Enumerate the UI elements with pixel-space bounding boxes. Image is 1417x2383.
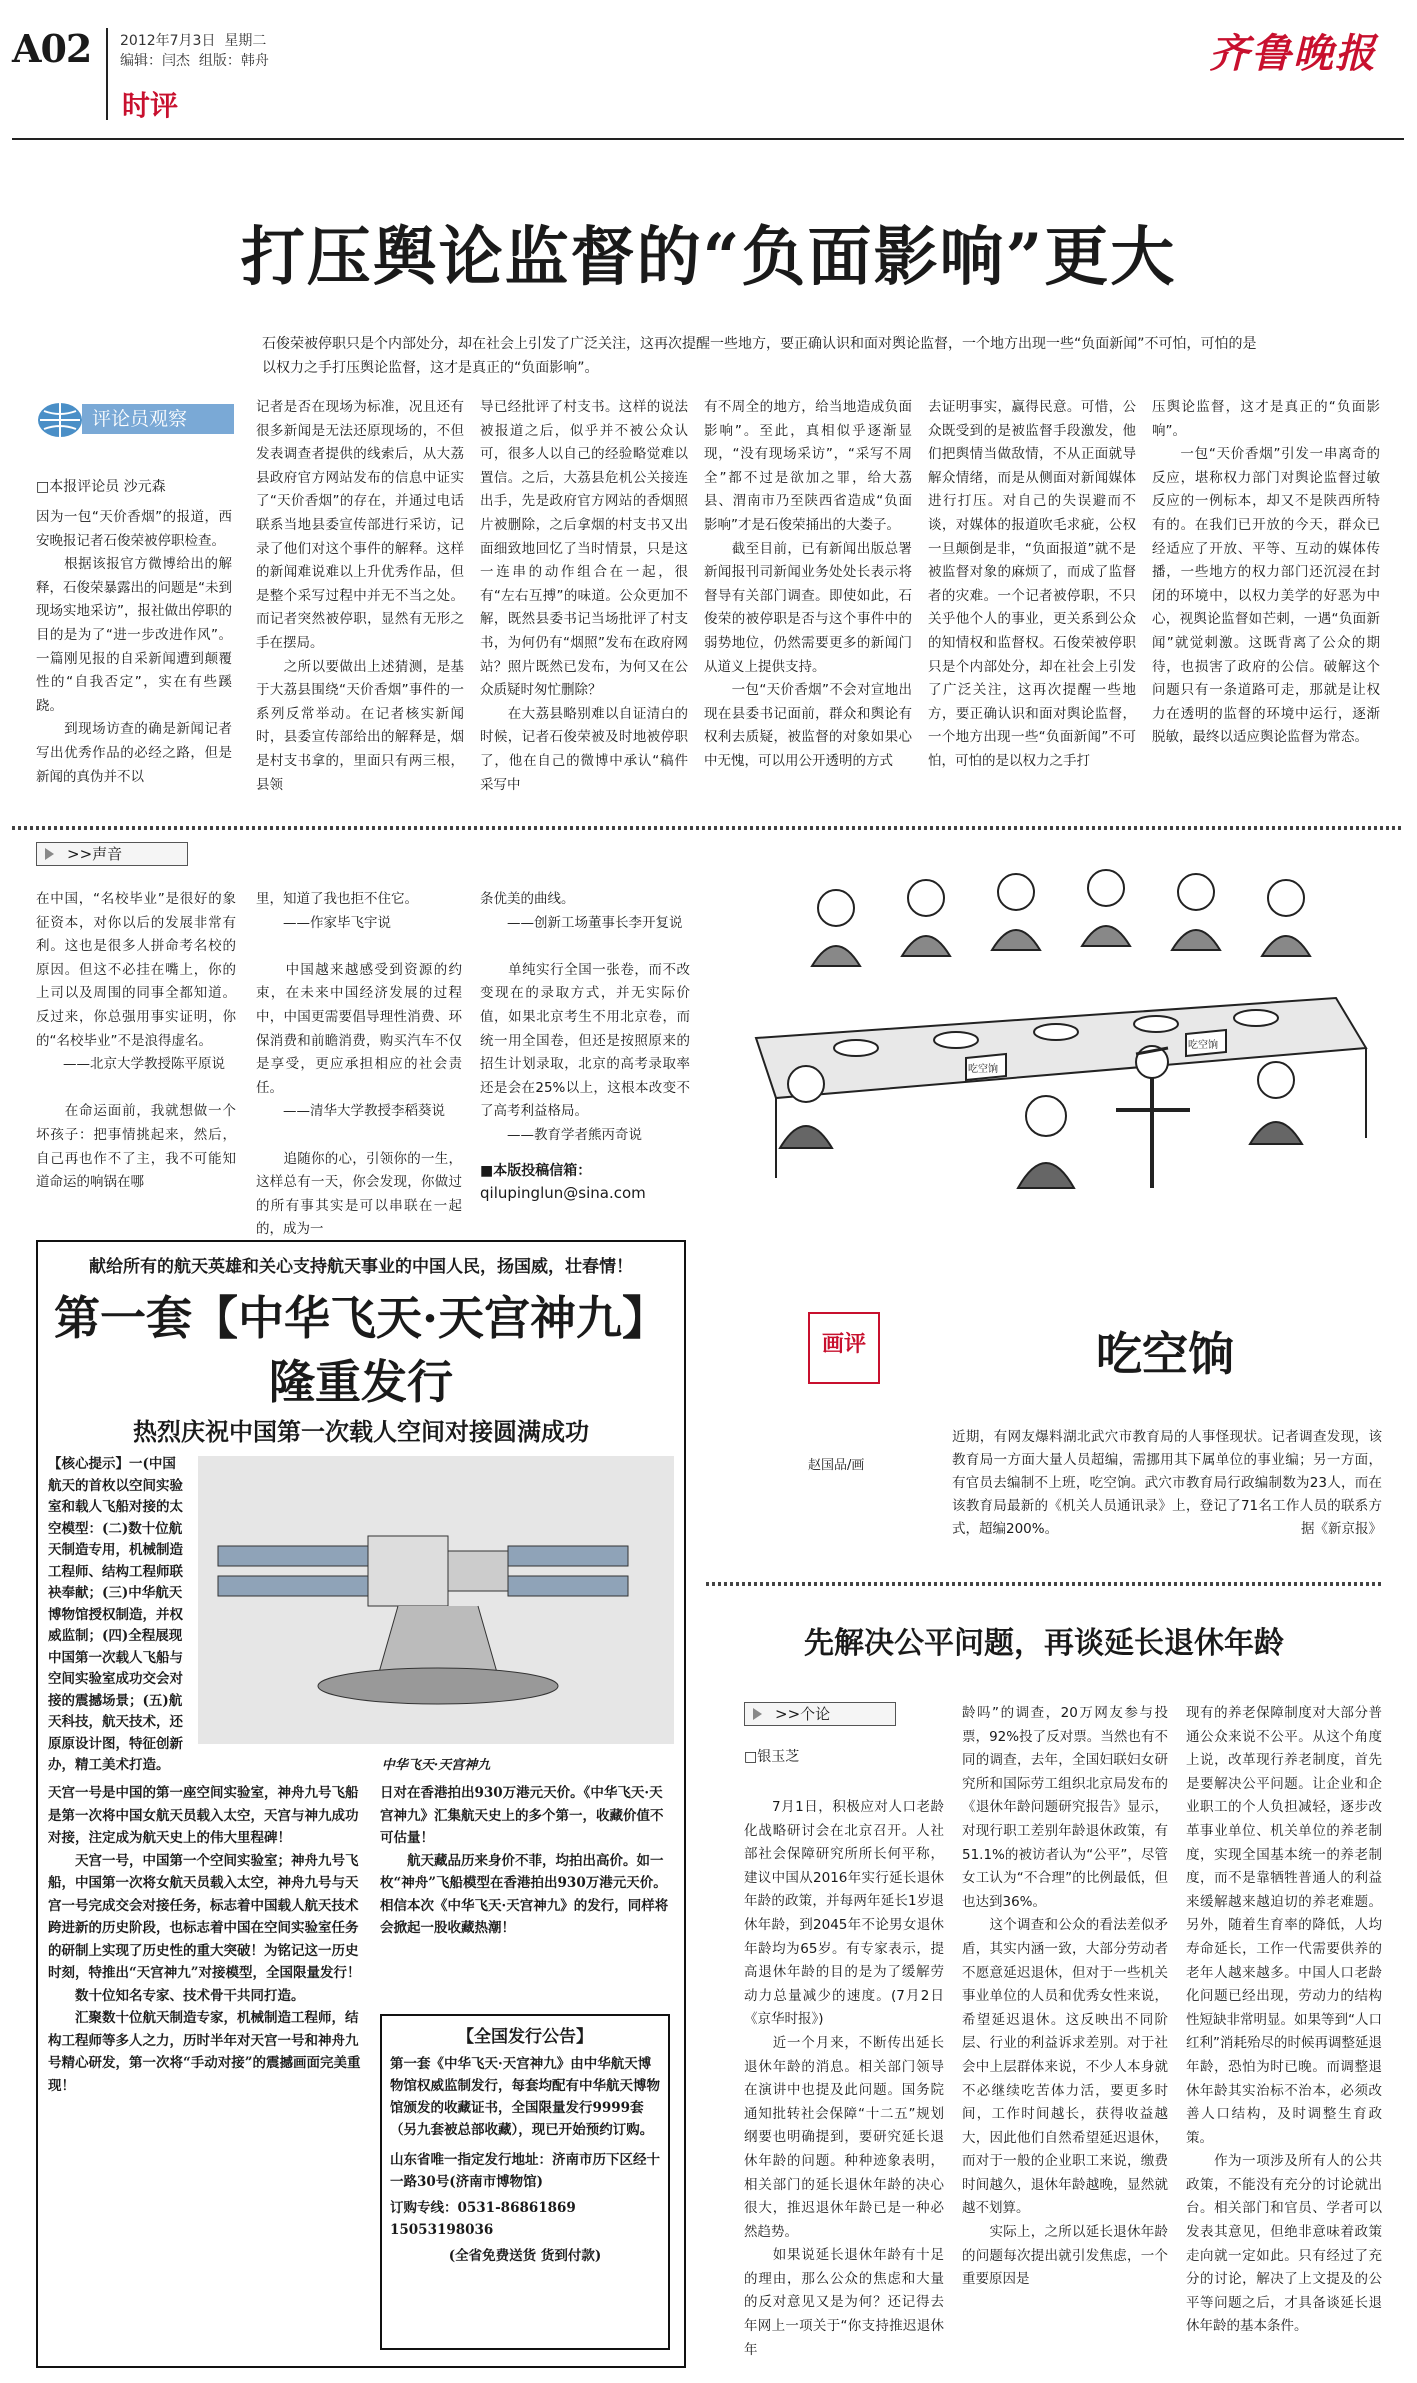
- ad-address: 山东省唯一指定发行地址：济南市历下区经十一路30号(济南市博物馆): [390, 2152, 660, 2190]
- section-separator: [12, 826, 1404, 830]
- lead-byline: □本报评论员 沙元森: [36, 479, 166, 495]
- contribute-box: [480, 1160, 680, 1202]
- cartoon-nameplate: 吃空饷: [1188, 1040, 1218, 1051]
- ad-key-points: 【核心提示】一(中国航天的首枚以空间实验室和载人飞船对接的太空模型：(二)数十位航天制造专用，机械制造工程师、结构工程师联袂奉献；(三)中华航天博物馆授权制造，并权威监制；(四)全程展现中国第一次载人飞船与空间实验室成功交会对接的震撼场景；(五)航天科技，航天技术，还原原设计图，特征创新办，精工美术打造。: [48, 1456, 183, 1773]
- cartoon-text: [952, 1426, 1382, 1576]
- ad-notice-body: 第一套《中华飞天·天宫神九》由中华航天博物馆权威监制发行，每套均配有中华航天博物馆颁发的收藏证书，全国限量发行9999套（另九套被总部收藏），现已开始预约订购。: [390, 2056, 660, 2138]
- lead-column: 去证明事实，赢得民意。可惜，公众既受到的是被监督手段激发，他们把舆情当做敌情，不从正面就导解众情绪，而是从侧面对新闻媒体进行打压。对自己的失误避而不谈，对媒体的报道吹毛求疵，公权一旦颠倒是非，“负面报道”就不是被监督对象的麻烦了，而成了监督者的灾难。一个记者被停职，不只关乎他个人的事业，更关系到公众的知情权和监督权。石俊荣被停职只是个内部处分，却在社会上引发了广泛关注，这再次提醒一些地方，要正确认识和面对舆论监督，一个地方出现一些“负面新闻”不可怕，可怕的是以权力之手打: [928, 399, 1136, 769]
- retirement-headline: 先解决公平问题，再谈延长退休年龄: [804, 1626, 1284, 1661]
- ad-model-caption: 中华飞天·天宫神九: [381, 1758, 491, 1773]
- section-divider: [106, 28, 108, 120]
- retirement-column: 7月1日，积极应对人口老龄化战略研讨会在北京召开。人社部社会保障研究所所长何平称，建议中国从2016年实行延长退休年龄的政策，并每两年延长1岁退休年龄，到2045年不论男女退休年龄均为65岁。有专家表示，提高退休年龄的目的是为了缓解劳动力总量减少的速度。(7月2日《京华时报》) 近一个月来，不断传出延长退休年龄的消息。相关部门领导在演讲中也提及此问题。国务院通知批转社会保障“十二五”规划纲要也明确提到，要研究延长退休年龄的问题。种种迹象表明，相关部门的延长退休年龄的决心很大，推迟退休年龄已是一种必然趋势。 如果说延长退休年龄有十足的理由，那么公众的焦虑和大量的反对意见又是为何？还记得去年网上一项关于“你支持推迟退休年: [744, 1799, 944, 2358]
- advertisement[interactable]: [36, 1240, 686, 2368]
- paper-logo: 齐鲁晚报: [1209, 30, 1377, 77]
- ad-model-image: [198, 1456, 674, 1744]
- column-badge: [36, 400, 236, 440]
- issue-date: 2012年7月3日: [120, 33, 216, 49]
- cartoon-illustration: [716, 848, 1380, 1228]
- cartoon-badge: [808, 1312, 880, 1384]
- cartoon-badge-text: 画评: [821, 1331, 866, 1357]
- column-badge-label: 评论员观察: [82, 404, 234, 434]
- lead-column: 记者是否在现场为标准，况且还有很多新闻是无法还原现场的，不但发表调查者提供的线索后，从大荔县政府官方网站发布的信息中证实了“天价香烟”的存在，并通过电话联系当地县委宣传部进行采访，记录了他们对这个事件的解释。这样的新闻难说难以上升优秀作品，但是整个采写过程中并无不当之处。而记者突然被停职，显然有无形之手在摆局。 之所以要做出上述猜测，是基于大荔县围绕“天价香烟”事件的一系列反常举动。在记者核实新闻时，县委宣传部给出的解释是，烟是村支书拿的，里面只有两三根，县领: [256, 399, 464, 793]
- issue-weekday: 星期二: [224, 33, 267, 49]
- lead-summary: 石俊荣被停职只是个内部处分，却在社会上引发了广泛关注，这再次提醒一些地方，要正确认识和面对舆论监督，一个地方出现一些“负面新闻”不可怕，可怕的是以权力之手打压舆论监督，这才是真正的“负面影响”。: [262, 336, 1257, 376]
- voices-column: 条优美的曲线。 ——创新工场董事长李开复说 单纯实行全国一张卷，而不改变现在的录取方式，并无实际价值，如果北京考生不用北京卷，而统一用全国卷，但还是按照原来的招生计划录取，北京的高考录取率还是会在25%以上，这根本改变不了高考利益格局。 ——教育学者熊丙奇说: [480, 891, 690, 1143]
- ad-footer: (全省免费送货 货到付款): [448, 2248, 602, 2264]
- ad-subtitle: 热烈庆祝中国第一次载人空间对接圆满成功: [133, 1417, 589, 1446]
- masthead-rule: [12, 138, 1404, 140]
- lead-column: 压舆论监督，这才是真正的“负面影响”。 一包“天价香烟”引发一串离奇的反应，堪称权力部门对舆论监督过敏反应的一例标本，却又不是陕西所特有的。在我们已开放的今天，群众已经适应了开放、平等、互动的媒体传播，一些地方的权力部门还沉浸在封闭的环境中，以权力美学的好恶为中心，视舆论监督如芒刺，一遇“负面新闻”就觉刺激。这既背离了公众的期待，也损害了政府的公信。破解这个问题只有一条道路可走，那就是让权力在透明的监督的环境中运行，逐渐脱敏，最终以适应舆论监督为常态。: [1152, 399, 1380, 746]
- lead-column: 有不周全的地方，给当地造成负面影响”。至此，真相似乎逐渐显现，“没有现场采访”，“采写不周全”都不过是欲加之罪，给大荔县、渭南市乃至陕西省造成“负面影响”才是石俊荣捅出的大娄子。 截至目前，已有新闻出版总署新闻报刊司新闻业务处处长表示将督导有关部门调查。即使如此，石俊荣的被停职是否与这个事件中的弱势地位，仍然需要更多的新闻门从道义上提供支持。 一包“天价香烟”不会对宣地出现在县委书记面前，群众和舆论有权利去质疑，被监督的对象如果心中无愧，可以用公开透明的方式: [704, 399, 912, 769]
- ad-body: 日对在香港拍出930万港元天价。《中华飞天·天宫神九》汇集航天史上的多个第一，收藏价值不可估量！ 航天藏品历来身价不菲，均拍出高价。如一枚“神舟”飞船模型在香港拍出930万港元天价。相信本次《中华飞天·天宫神九》的发行，同样将会掀起一股收藏热潮！: [380, 1785, 669, 1936]
- lead-column: 因为一包“天价香烟”的报道，西安晚报记者石俊荣被停职检查。 根据该报官方微博给出的解释，石俊荣暴露出的问题是“未到现场实地采访”，报社做出停职的目的是为了“进一步改进作风”。一篇刚见报的自采新闻遭到颠覆性的“自我否定”，实在有些蹊跷。 到现场访查的确是新闻记者写出优秀作品的必经之路，但是新闻的真伪并不以: [36, 509, 232, 785]
- voices-column: 在中国，“名校毕业”是很好的象征资本，对你以后的发展非常有利。这也是很多人拼命考名校的原因。但这不必挂在嘴上，你的上司以及周围的同事全都知道。反过来，你总强用事实证明，你的“名校毕业”不是浪得虚名。 ——北京大学教授陈平原说 在命运面前，我就想做一个坏孩子：把事情挑起来，然后，自己再也作不了主，我不可能知道命运的响锅在哪: [36, 891, 236, 1191]
- ad-body: 天宫一号是中国的第一座空间实验室，神舟九号飞船是第一次将中国女航天员载入太空，天宫与神九成功对接，注定成为航天史上的伟大里程碑！ 天宫一号，中国第一个空间实验室；神舟九号飞船，中国第一次将女航天员载入太空，神舟九号与天宫一号完成交会对接任务，标志着中国载人航天技术跨进新的历史阶段，也标志着中国在空间实验室任务的研制上实现了历史性的重大突破！为铭记这一历史时刻，特推出“天宫神九”对接模型，全国限量发行！ 数十位知名专家、技术骨干共同打造。 汇聚数十位航天制造专家，机械制造工程师，结构工程师等多人之力，历时半年对天宫一号和神舟九号精心研发，第一次将“手动对接”的震撼画面完美重现！: [48, 1785, 361, 2094]
- section-title: 时评: [122, 89, 179, 122]
- cartoon-credit: 赵国品/画: [808, 1458, 865, 1473]
- editor-credit: 编辑：闫杰: [120, 53, 190, 69]
- globe-icon: [36, 400, 88, 440]
- cartoon-text-source: 据《新京报》: [1301, 1521, 1382, 1537]
- voices-column: 里，知道了我也拒不住它。 ——作家毕飞宇说 中国越来越感受到资源的约束，在未来中国经济发展的过程中，中国更需要倡导理性消费、环保消费和前瞻消费，购买汽车不仅是享受，更应承担相应的社会责任。 ——清华大学教授李稻葵说 追随你的心，引领你的一生，这样总有一天，你会发现，你做过的所有事其实是可以串联在一起的，成为一: [256, 891, 462, 1238]
- ad-notice-box: [380, 2014, 670, 2350]
- cartoon-nameplate: 吃空饷: [968, 1064, 998, 1075]
- retirement-byline: □银玉芝: [744, 1749, 800, 1765]
- retirement-column: 现有的养老保障制度对大部分普通公众来说不公平。从这个角度上说，改革现行养老制度，首先是要解决公平问题。让企业和企业职工的个人负担减轻，逐步改革事业单位、机关单位的养老制度，实现全国基本统一的养老制度，而不是靠牺牲普通人的利益来缓解越来越迫切的养老难题。另外，随着生育率的降低，人均寿命延长，工作一代需要供养的老年人越来越多。中国人口老龄化问题已经出现，劳动力的结构性短缺非常明显。如果等到“人口红利”消耗殆尽的时候再调整延退年龄，恐怕为时已晚。而调整退休年龄其实治标不治本，必须改善人口结构，及时调整生育政策。 作为一项涉及所有人的公共政策，不能没有充分的讨论就出台。相关部门和官员、学者可以发表其意见，但绝非意味着政策走向就一定如此。只有经过了充分的讨论，解决了上文提及的公平等问题之后，才具备谈延长退休年龄的基本条件。: [1186, 1705, 1382, 2335]
- section-separator: [706, 1582, 1382, 1586]
- ad-hotline[interactable]: 订购专线：0531-86861869 15053198036: [390, 2200, 576, 2238]
- contribute-label: ■本版投稿信箱：: [480, 1163, 592, 1179]
- cartoon-text-body: 近期，有网友爆料湖北武穴市教育局的人事怪现状。记者调查发现，该教育局一方面大量人员超编，需挪用其下属单位的事业编；另一方面，有官员去编制不上班，吃空饷。武穴市教育局行政编制数为23人，而在该教育局最新的《机关人员通讯录》上，登记了71名工作人员的联系方式，超编200%。: [952, 1429, 1382, 1537]
- lead-headline: 打压舆论监督的“负面影响”更大: [240, 220, 1177, 295]
- spacecraft-icon: [198, 1456, 674, 1744]
- layout-credit: 组版：韩舟: [198, 53, 269, 69]
- page-number: A02: [12, 26, 92, 71]
- ad-slogan: 献给所有的航天英雄和关心支持航天事业的中国人民，扬国威，壮春情！: [89, 1257, 633, 1277]
- ad-notice-title: 【全国发行公告】: [457, 2027, 593, 2047]
- lead-column: 导已经批评了村支书。这样的说法被报道之后，似乎并不被公众认可，很多人以自己的经验略觉难以置信。之后，大荔县危机公关接连出手，先是政府官方网站的香烟照片被删除，之后拿烟的村支书又出面细致地回忆了当时情景，只是这一连串的动作组合在一起，很有“左右互搏”的味道。公众更加不解，既然县委书记当场批评了村支书，为何仍有“烟照”发布在政府网站？照片既然已发布，为何又在公众质疑时匆忙删除？ 在大荔县略别难以自证清白的时候，记者石俊荣被及时地被停职了，他在自己的微博中承认“稿件采写中: [480, 399, 688, 793]
- masthead-date: [120, 30, 266, 50]
- cartoon: [716, 848, 1380, 1228]
- cartoon-title: 吃空饷: [1096, 1327, 1234, 1381]
- retirement-label: >>个论: [744, 1702, 896, 1726]
- masthead-editors: [120, 50, 269, 70]
- ad-title: 第一套【中华飞天·天宫神九】: [53, 1291, 668, 1345]
- ad-title-release: 隆重发行: [269, 1355, 453, 1409]
- retirement-column: 龄吗”的调查，20万网友参与投票，92%投了反对票。当然也有不同的调查，去年，全国妇联妇女研究所和国际劳工组织北京局发布的《退休年龄问题研究报告》显示，对现行职工差别年龄退休政策，有51.1%的被访者认为“公平”，尽管女工认为“不合理”的比例最低，但也达到36%。 这个调查和公众的看法差似矛盾，其实内涵一致，大部分劳动者不愿意延迟退休，但对于一些机关事业单位的人员和优秀女性来说，希望延迟退休。这反映出不同阶层、行业的利益诉求差别。对于社会中上层群体来说，不少人本身就不必继续吃苦体力活，要更多时间，工作时间越长，获得收益越大，因此他们自然希望延迟退休，而对于一般的企业职工来说，缴费时间越久，退休年龄越晚，显然就越不划算。 实际上，之所以延长退休年龄的问题每次提出就引发焦虑，一个重要原因是: [962, 1705, 1168, 2288]
- contribute-email[interactable]: qilupinglun@sina.com: [480, 1184, 646, 1202]
- voices-label: >>声音: [36, 842, 188, 866]
